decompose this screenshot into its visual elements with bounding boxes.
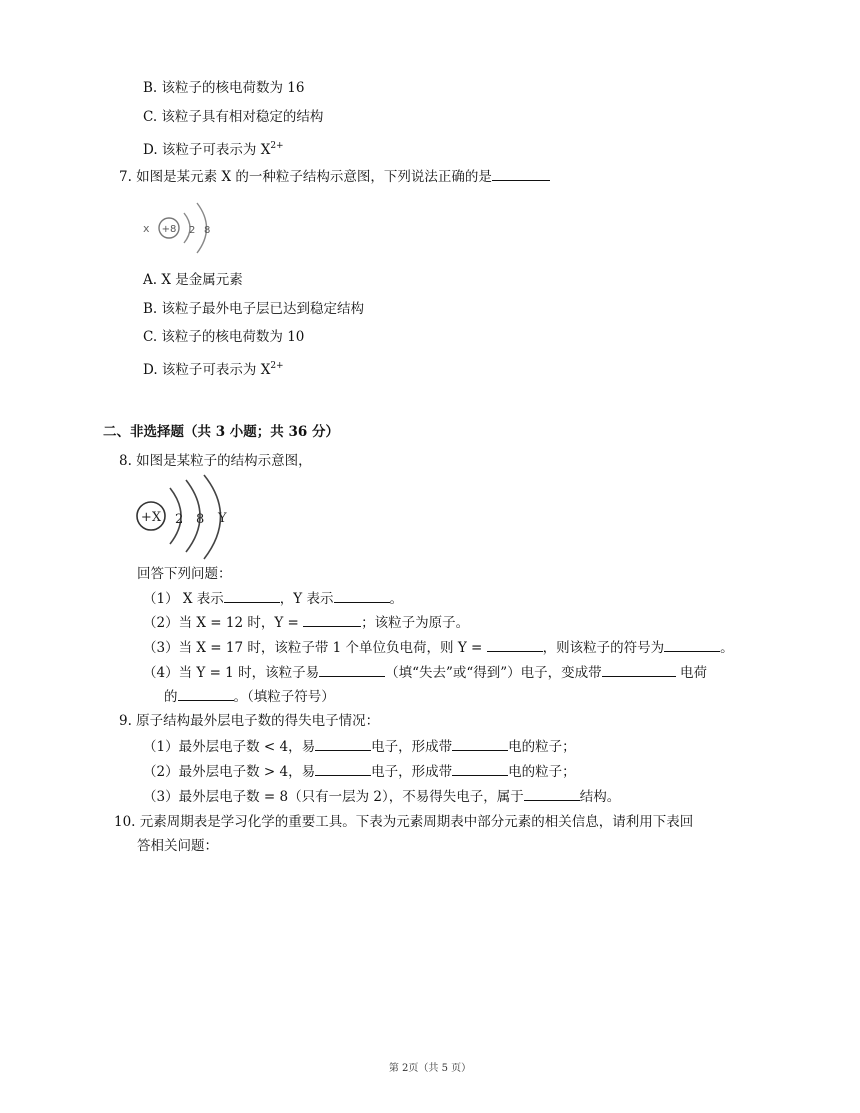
q9-sub-3-text-b: 结构。 bbox=[579, 789, 621, 805]
q8-sub-3-text-b: ，则该粒子的符号为 bbox=[542, 640, 665, 656]
q8-sub-2-text-b: ；该粒子为原子。 bbox=[361, 615, 470, 631]
q6-option-c: C. 该粒子具有相对稳定的结构 bbox=[143, 109, 324, 125]
q6-option-d-charge: 2+ bbox=[270, 141, 284, 151]
q8-sub-1-text-a: （1） X 表示 bbox=[143, 591, 224, 607]
q8-sub-3-blank-1[interactable] bbox=[487, 637, 543, 652]
q9-stem: 9. 原子结构最外层电子数的得失电子情况： bbox=[119, 713, 380, 729]
q9-sub-2-text-b: 电子，形成带 bbox=[371, 764, 453, 780]
q8-sub-4-blank-1[interactable] bbox=[319, 662, 385, 677]
q8-sub-1-text-b: ，Y 表示 bbox=[279, 591, 334, 607]
q8-sub-4-blank-2[interactable] bbox=[602, 662, 676, 677]
q9-sub-1-blank-2[interactable] bbox=[452, 736, 508, 751]
q8-sub-3-text-c: 。 bbox=[720, 640, 734, 656]
q7-option-d bbox=[143, 356, 284, 380]
q7-stem-text: 7. 如图是某元素 X 的一种粒子结构示意图，下列说法正确的是 bbox=[119, 169, 492, 185]
q8-sub-4-text-c: 电荷 bbox=[679, 665, 707, 681]
q10-stem-line-2: 答相关问题： bbox=[137, 838, 218, 854]
q8-sub-3 bbox=[143, 637, 734, 658]
q8-shell-1-count: 2 bbox=[175, 512, 184, 527]
q8-sub-3-text-a: （3）当 X = 17 时，该粒子带 1 个单位负电荷，则 Y = bbox=[143, 640, 483, 656]
q8-sub-4-text-e: 。（填粒子符号） bbox=[233, 689, 335, 705]
page-footer: 第 2页（共 5 页） bbox=[388, 1063, 472, 1074]
q6-option-d bbox=[143, 136, 284, 160]
q7-option-c: C. 该粒子的核电荷数为 10 bbox=[143, 329, 305, 345]
q7-shell-2-count: 8 bbox=[204, 225, 211, 236]
q9-sub-3-text-a: （3）最外层电子数 = 8（只有一层为 2），不易得失电子，属于 bbox=[143, 789, 524, 805]
q9-sub-2-blank-2[interactable] bbox=[452, 761, 508, 776]
q7-option-d-charge: 2+ bbox=[270, 361, 284, 371]
q6-option-d-text: D. 该粒子可表示为 X bbox=[143, 142, 271, 158]
q9-sub-2-text-c: 电的粒子； bbox=[508, 764, 576, 780]
q8-sub-1-blank-2[interactable] bbox=[334, 588, 390, 603]
q9-sub-2-blank-1[interactable] bbox=[315, 761, 371, 776]
q7-shell-1-count: 2 bbox=[189, 225, 196, 236]
q8-sub-1 bbox=[143, 588, 403, 609]
q8-stem: 8. 如图是某粒子的结构示意图， bbox=[119, 453, 312, 469]
q6-option-b: B. 该粒子的核电荷数为 16 bbox=[143, 80, 305, 96]
q8-sub-4-text-d: 的 bbox=[164, 689, 178, 705]
q8-sub-1-text-c: 。 bbox=[389, 591, 404, 607]
q8-particle-diagram bbox=[134, 474, 244, 562]
q7-answer-blank bbox=[492, 166, 550, 181]
q8-sub-4-blank-3[interactable] bbox=[178, 686, 234, 701]
section-2-title: 二、非选择题（共 3 小题；共 36 分） bbox=[103, 424, 339, 440]
q8-sub-3-blank-2[interactable] bbox=[664, 637, 720, 652]
q8-nucleus-charge: +X bbox=[140, 510, 162, 525]
q8-shell-2-count: 8 bbox=[196, 512, 205, 527]
q9-sub-3 bbox=[143, 786, 620, 807]
q9-sub-2-text-a: （2）最外层电子数 > 4，易 bbox=[143, 764, 316, 780]
q8-sub-1-blank-1[interactable] bbox=[224, 588, 280, 603]
q8-sub-4-continued bbox=[164, 686, 335, 707]
q9-sub-1-text-b: 电子，形成带 bbox=[371, 739, 453, 755]
q7-option-a: A. X 是金属元素 bbox=[143, 272, 243, 288]
q8-sub-4 bbox=[143, 662, 707, 683]
q7-option-b: B. 该粒子最外电子层已达到稳定结构 bbox=[143, 301, 365, 317]
q7-nucleus-charge: +8 bbox=[161, 224, 177, 235]
q8-sub-2-text-a: （2）当 X = 12 时，Y = bbox=[143, 615, 299, 631]
q7-particle-diagram bbox=[138, 196, 228, 258]
q9-sub-1 bbox=[143, 736, 576, 757]
q8-sub-4-text-a: （4）当 Y = 1 时，该粒子易 bbox=[143, 665, 320, 681]
q9-sub-1-text-c: 电的粒子； bbox=[508, 739, 576, 755]
q10-stem-line-1: 10. 元素周期表是学习化学的重要工具。下表为元素周期表中部分元素的相关信息，请利用下表回 bbox=[114, 814, 694, 830]
q8-shell-3-count: Y bbox=[218, 511, 227, 526]
q9-sub-1-blank-1[interactable] bbox=[315, 736, 371, 751]
q7-element-symbol: x bbox=[143, 222, 150, 235]
q8-sub-2 bbox=[143, 612, 469, 633]
q9-sub-3-blank[interactable] bbox=[524, 786, 580, 801]
q8-sub-4-text-b: （填“失去”或“得到”）电子，变成带 bbox=[385, 665, 602, 681]
q7-option-d-text: D. 该粒子可表示为 X bbox=[143, 362, 271, 378]
q8-sub-2-blank[interactable] bbox=[303, 612, 361, 627]
q8-prompt: 回答下列问题： bbox=[137, 566, 232, 582]
q7-stem bbox=[119, 166, 550, 187]
q9-sub-2 bbox=[143, 761, 576, 782]
q9-sub-1-text-a: （1）最外层电子数 < 4，易 bbox=[143, 739, 316, 755]
